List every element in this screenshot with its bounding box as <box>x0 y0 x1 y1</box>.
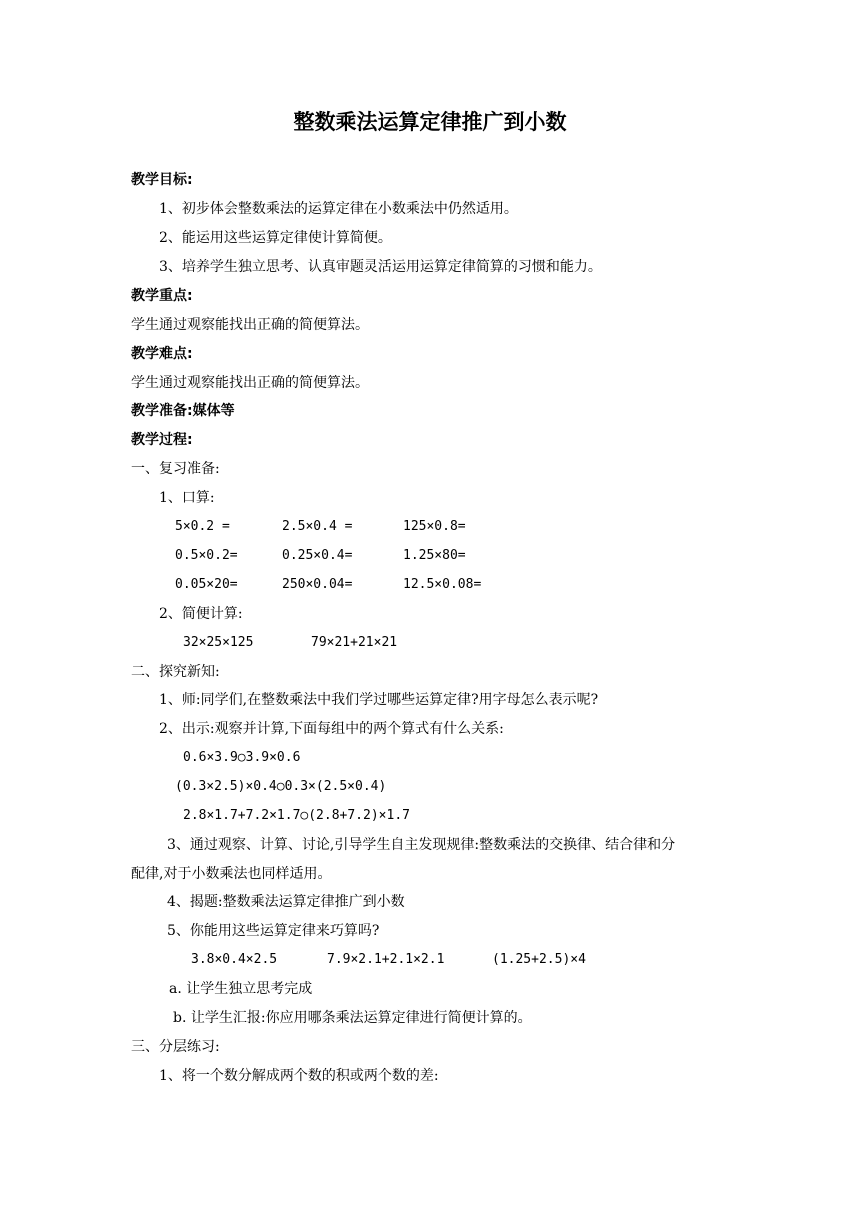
key-point-text: 学生通过观察能找出正确的简便算法。 <box>131 317 369 333</box>
oral-calc-title: 1、口算: <box>159 490 215 506</box>
explore-q5: 5、你能用这些运算定律来巧算吗? <box>167 923 380 939</box>
explore-q1: 1、师:同学们,在整数乘法中我们学过哪些运算定律?用字母怎么表示呢? <box>159 692 599 708</box>
difficulty-text: 学生通过观察能找出正确的简便算法。 <box>131 375 369 391</box>
smart-calc-item: (1.25+2.5)×4 <box>492 952 586 967</box>
objective-item-1: 1、初步体会整数乘法的运算定律在小数乘法中仍然适用。 <box>159 201 518 217</box>
simple-calc-item: 32×25×125 <box>183 635 254 650</box>
explore-q4: 4、揭题:整数乘法运算定律推广到小数 <box>167 894 405 910</box>
explore-q3-line1: 3、通过观察、计算、讨论,引导学生自主发现规律:整数乘法的交换律、结合律和分 <box>167 837 676 853</box>
oral-calc-item: 5×0.2 = <box>175 519 230 534</box>
oral-calc-item: 0.5×0.2= <box>175 548 238 563</box>
section-2-title: 二、探究新知: <box>131 664 220 680</box>
objective-item-2: 2、能运用这些运算定律使计算简便。 <box>159 230 392 246</box>
simple-calc-title: 2、简便计算: <box>159 606 243 622</box>
step-a: a. 让学生独立思考完成 <box>169 981 313 997</box>
compare-expression: (0.3×2.5)×0.4○0.3×(2.5×0.4) <box>175 779 387 794</box>
oral-calc-item: 250×0.04= <box>282 577 353 592</box>
explore-q3-line2: 配律,对于小数乘法也同样适用。 <box>131 866 332 882</box>
oral-calc-item: 12.5×0.08= <box>403 577 482 592</box>
step-b: b. 让学生汇报:你应用哪条乘法运算定律进行简便计算的。 <box>173 1010 532 1026</box>
practice-q1: 1、将一个数分解成两个数的积或两个数的差: <box>159 1068 439 1084</box>
simple-calc-item: 79×21+21×21 <box>311 635 398 650</box>
compare-expression: 0.6×3.9○3.9×0.6 <box>183 750 301 765</box>
page-title: 整数乘法运算定律推广到小数 <box>293 110 567 134</box>
section-3-title: 三、分层练习: <box>131 1039 220 1055</box>
smart-calc-item: 3.8×0.4×2.5 <box>191 952 278 967</box>
explore-q2: 2、出示:观察并计算,下面每组中的两个算式有什么关系: <box>159 721 504 737</box>
oral-calc-item: 0.25×0.4= <box>282 548 353 563</box>
section-1-title: 一、复习准备: <box>131 461 220 477</box>
smart-calc-item: 7.9×2.1+2.1×2.1 <box>327 952 445 967</box>
oral-calc-item: 125×0.8= <box>403 519 466 534</box>
compare-expression: 2.8×1.7+7.2×1.7○(2.8+7.2)×1.7 <box>183 808 410 823</box>
oral-calc-item: 2.5×0.4 = <box>282 519 353 534</box>
oral-calc-item: 1.25×80= <box>403 548 466 563</box>
oral-calc-item: 0.05×20= <box>175 577 238 592</box>
preparation-heading: 教学准备:媒体等 <box>131 403 235 419</box>
difficulty-heading: 教学难点: <box>131 346 193 362</box>
objectives-heading: 教学目标: <box>131 172 193 188</box>
key-point-heading: 教学重点: <box>131 288 193 304</box>
process-heading: 教学过程: <box>131 432 193 448</box>
objective-item-3: 3、培养学生独立思考、认真审题灵活运用运算定律简算的习惯和能力。 <box>159 259 602 275</box>
